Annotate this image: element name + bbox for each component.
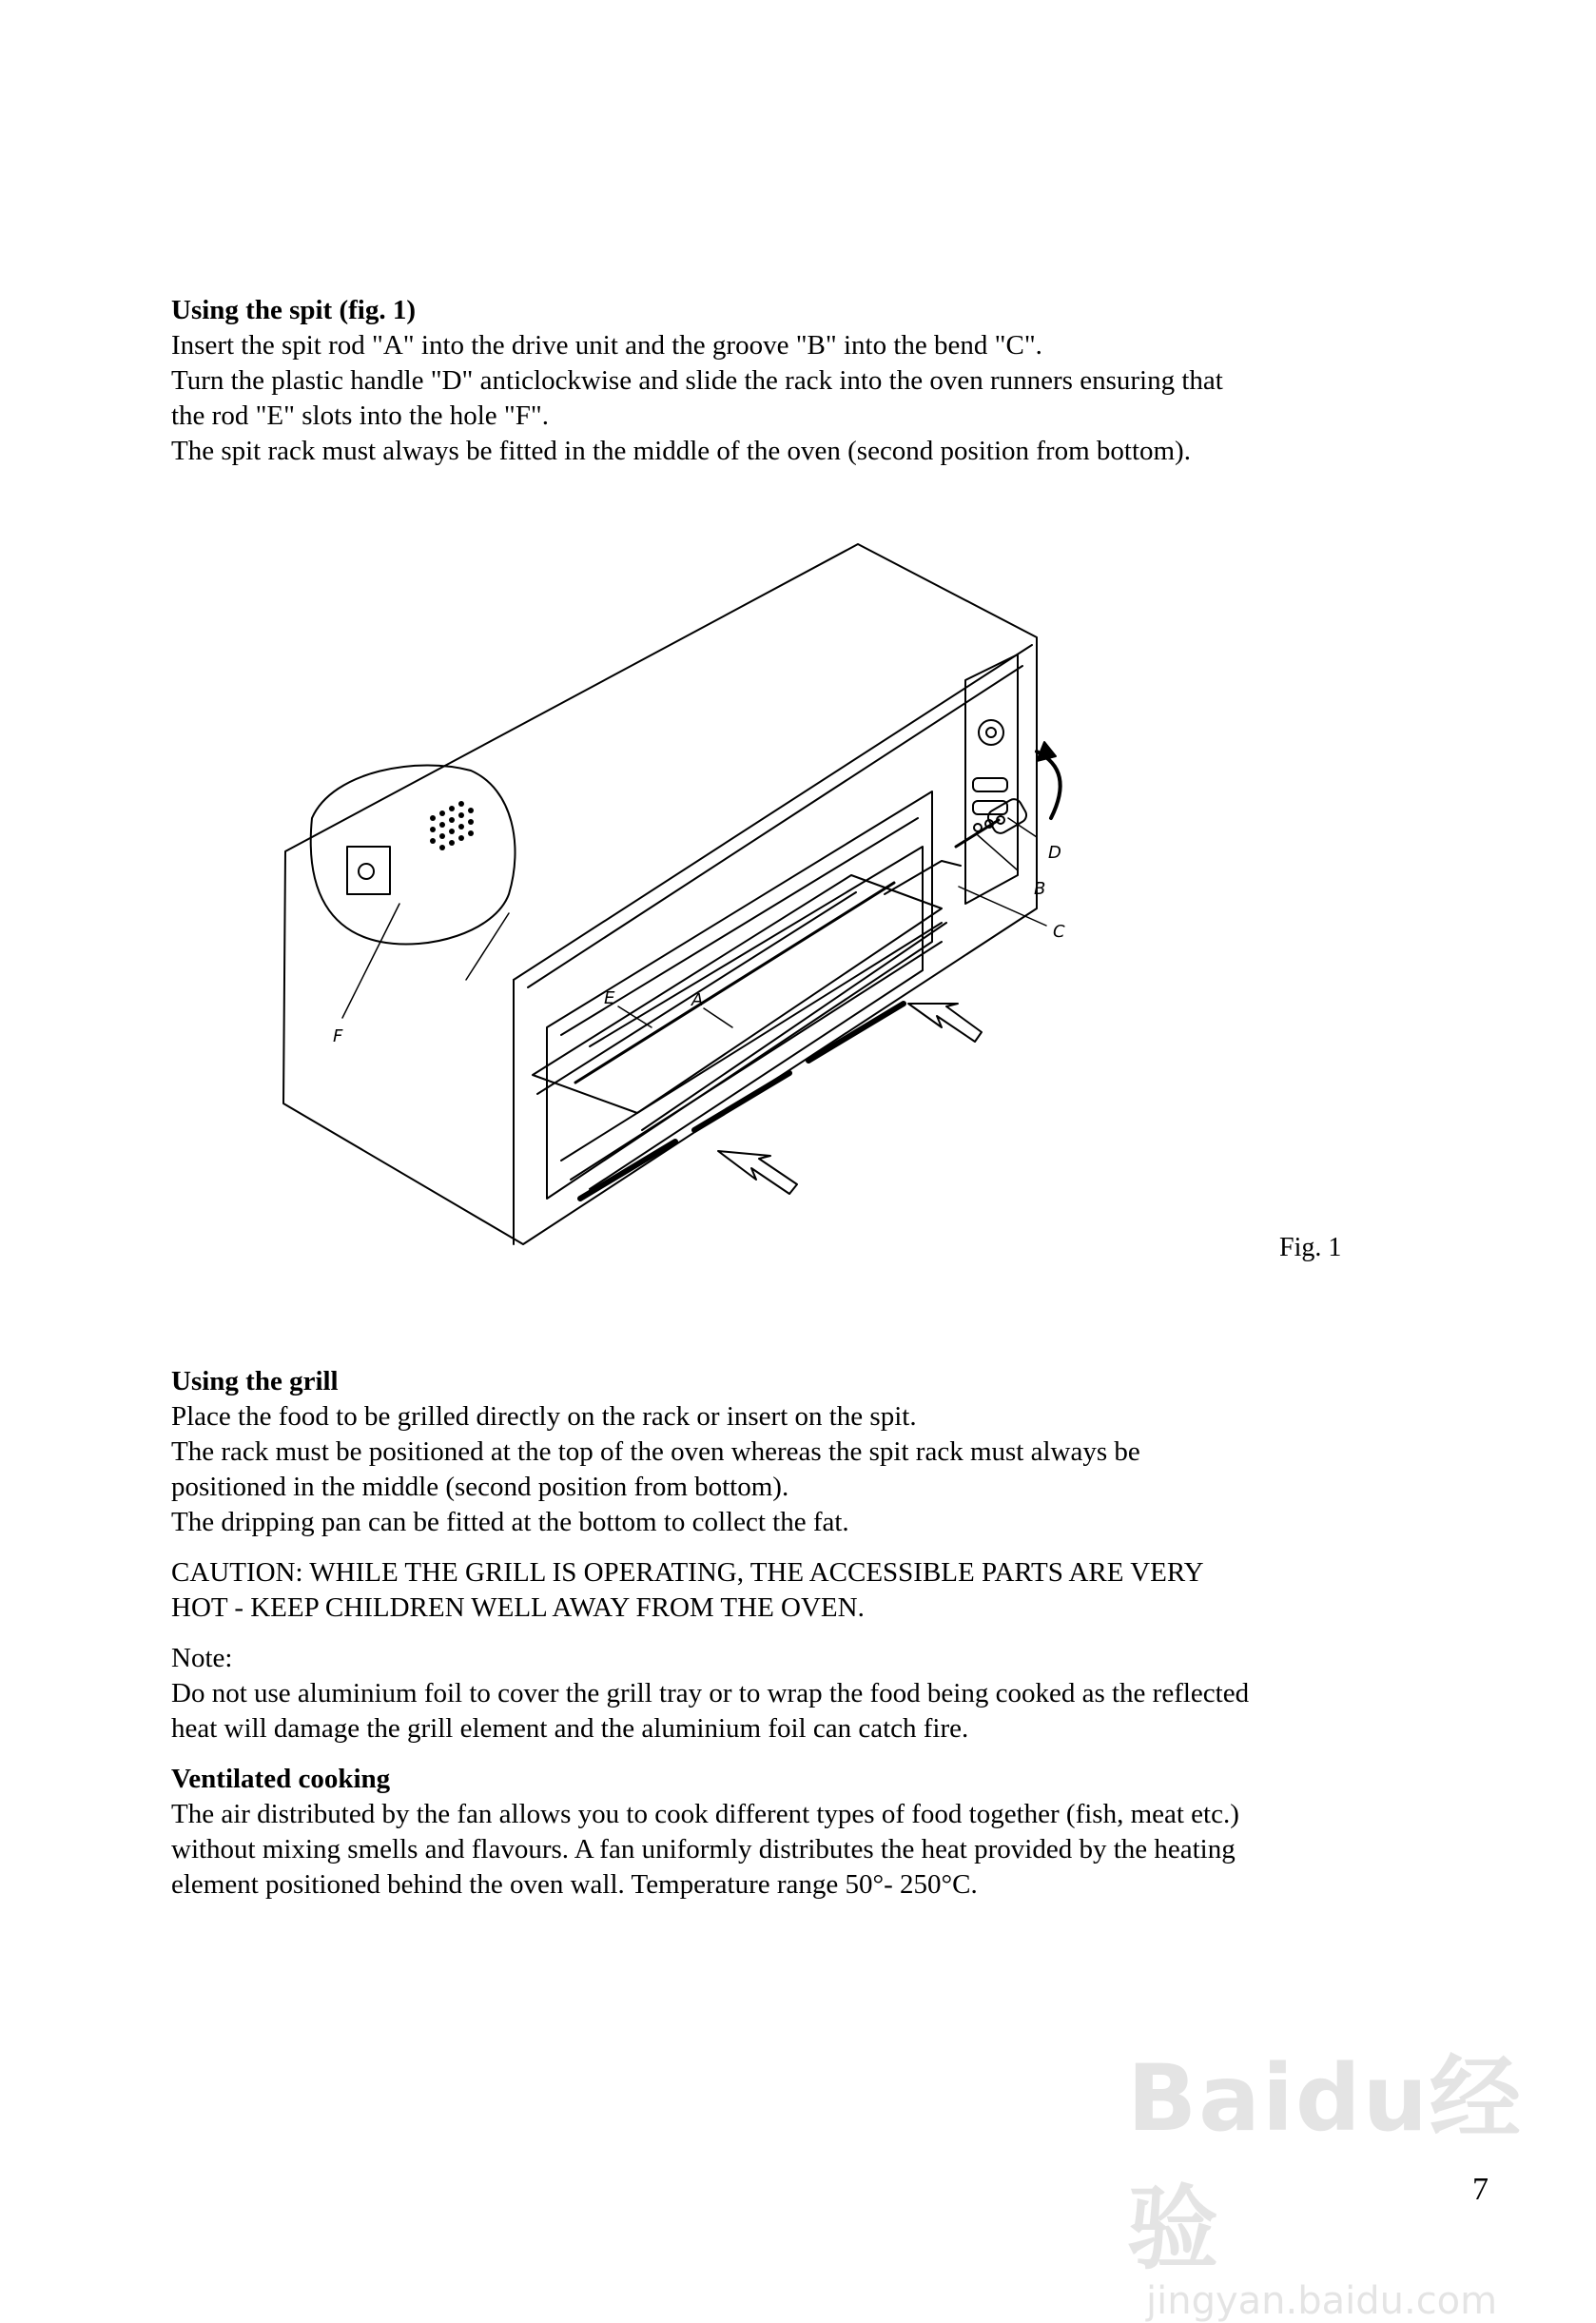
ventilated-line: element positioned behind the oven wall. Temperature range 50°- 250°C. <box>171 1869 978 1900</box>
ventilated-heading: Ventilated cooking <box>171 1764 391 1794</box>
figure-caption: Fig. 1 <box>1279 1233 1342 1262</box>
spit-line: The spit rack must always be fitted in the middle of the oven (second position from bottom). <box>171 436 1191 466</box>
oven-spit-diagram <box>276 533 1189 1256</box>
caution-line: CAUTION: WHILE THE GRILL IS OPERATING, THE ACCESSIBLE PARTS ARE VERY <box>171 1557 1204 1588</box>
handle <box>985 796 1029 836</box>
grill-line: The dripping pan can be fitted at the bottom to collect the fat. <box>171 1507 849 1537</box>
page-number: 7 <box>1472 2172 1489 2207</box>
ventilated-line: The air distributed by the fan allows you to cook different types of food together (fish, meat etc.) <box>171 1799 1239 1829</box>
label-e: E <box>604 988 615 1008</box>
spit-line: the rod "E" slots into the hole "F". <box>171 400 549 431</box>
grill-line: Place the food to be grilled directly on the rack or insert on the spit. <box>171 1401 917 1432</box>
caution-line: HOT - KEEP CHILDREN WELL AWAY FROM THE OVEN. <box>171 1592 865 1623</box>
watermark-url: jingyan.baidu.com <box>1146 2279 1498 2323</box>
watermark-brand: Baidu经验 <box>1127 2045 1523 2282</box>
label-b: B <box>1034 879 1046 899</box>
spit-line: Turn the plastic handle "D" anticlockwise and slide the rack into the oven runners ensuring that <box>171 365 1223 396</box>
ventilated-line: without mixing smells and flavours. A fan uniformly distributes the heat provided by the heating <box>171 1834 1236 1864</box>
grill-section <box>171 1364 1446 1903</box>
note-line: heat will damage the grill element and the aluminium foil can catch fire. <box>171 1713 969 1744</box>
oven-body-outline <box>283 544 1037 1244</box>
label-c: C <box>1053 922 1065 942</box>
grill-line: positioned in the middle (second position from bottom). <box>171 1472 789 1502</box>
grill-line: The rack must be positioned at the top of the oven whereas the spit rack must always be <box>171 1436 1140 1467</box>
baidu-watermark <box>1127 2026 1596 2323</box>
spit-section <box>171 293 1446 469</box>
note-label: Note: <box>171 1643 233 1673</box>
label-f: F <box>333 1026 343 1046</box>
label-d: D <box>1048 843 1061 863</box>
spit-line: Insert the spit rod "A" into the drive unit and the groove "B" into the bend "C". <box>171 330 1042 361</box>
grill-heading: Using the grill <box>171 1366 339 1396</box>
note-line: Do not use aluminium foil to cover the grill tray or to wrap the food being cooked as the reflected <box>171 1678 1250 1708</box>
insert-arrow <box>908 1004 982 1042</box>
zoom-detail <box>311 765 516 944</box>
label-a: A <box>691 990 704 1010</box>
insert-arrow <box>718 1151 797 1194</box>
spit-heading: Using the spit (fig. 1) <box>171 295 416 325</box>
rotate-arrow <box>1037 752 1061 818</box>
drive-unit <box>347 847 390 894</box>
